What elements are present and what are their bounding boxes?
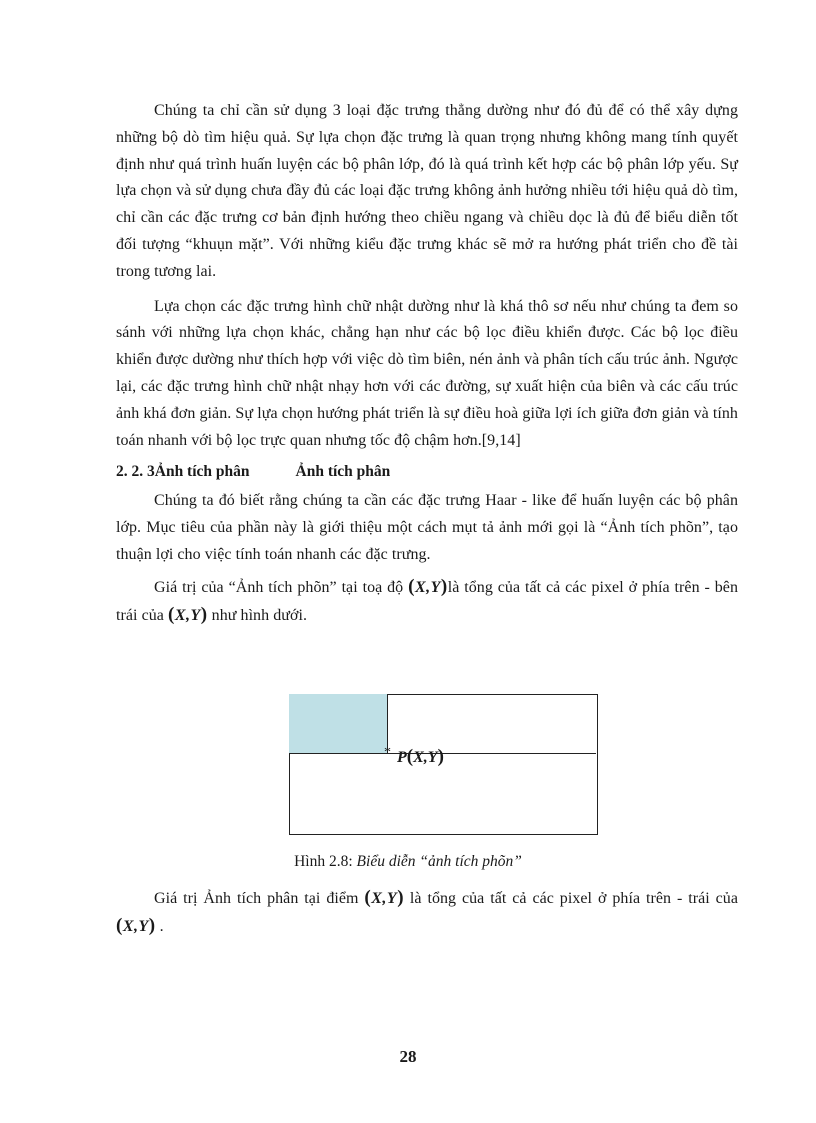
caption-title: Biểu diễn “ảnh tích phõn”: [356, 853, 522, 870]
paragraph-feature-choice: Chúng ta chỉ cần sử dụng 3 loại đặc trưng thẳng dường như đó đủ để có thể xây dựng những bộ dò tìm hiệu quả. Sự lựa chọn đặc trưng là quan trọng nhưng không mang tính quyết định như quá trình huấn luyện các bộ phân lớp, đó là quá trình kết hợp các bộ phân lớp yếu. Sự lựa chọn và sử dụng chưa đầy đủ các loại đặc trưng không ảnh hưởng nhiều tới hiệu quả dò tìm, chỉ cần các đặc trưng cơ bản định hướng theo chiều ngang và chiều dọc là đủ để biểu diễn tốt đối tượng “khuụn mặt”. Với những kiểu đặc trưng khác sẽ mở ra hướng phát triển cho đề tài trong tương lai.: [116, 102, 738, 280]
math-xy-vars: X,Y: [371, 890, 398, 907]
definition-text-end: như hình dưới.: [207, 606, 308, 624]
point-marker: *: [384, 745, 391, 760]
definition-text-start: Giá trị của “Ảnh tích phõn” tại toạ độ: [154, 578, 409, 596]
math-paren-open: (: [408, 575, 415, 597]
page-number: 28: [399, 1047, 417, 1066]
point-label-p: P: [397, 749, 407, 766]
point-label: [397, 746, 444, 768]
math-xy-vars: X,Y: [414, 578, 441, 596]
paragraph-integral-value: [116, 885, 738, 941]
math-paren-close: ): [397, 887, 405, 908]
math-paren-close: ): [440, 575, 448, 597]
math-xy: [408, 575, 448, 597]
value-text-end: .: [155, 917, 164, 935]
paragraph-integral-intro: Chúng ta đó biết rằng chúng ta cần các đặc trưng Haar - like để huấn luyện các bộ phân lớp. Mục tiêu của phần này là giới thiệu một cách mụt tả ảnh mới gọi là “Ảnh tích phõn”, tạo thuận lợi cho việc tính toán nhanh các đặc trưng.: [116, 492, 738, 563]
section-heading: [116, 459, 738, 485]
math-paren-close: ): [200, 603, 208, 625]
definition-text-mid: là tổng của tất cả các pixel ở phía trên - bên trái của: [116, 578, 738, 624]
math-xy: [167, 603, 208, 625]
paragraph-rect-features: Lựa chọn các đặc trưng hình chữ nhật dường như là khá thô sơ nếu như chúng ta đem so sánh với những lựa chọn khác, chẳng hạn như các bộ lọc điều khiển được. Các bộ lọc điều khiển được dường như thích hợp với việc dò tìm biên, nén ảnh và phân tích cấu trúc ảnh. Ngược lại, các đặc trưng hình chữ nhật nhạy hơn với các đường, sự xuất hiện của biên và các cấu trúc ảnh khá đơn giản. Sự lựa chọn hướng phát triển là sự điều hoà giữa lợi ích giữa đơn giản và tính toán nhanh với bộ lọc trực quan nhưng tốc độ chậm hơn.[9,14]: [116, 297, 738, 449]
math-paren-close: ): [148, 914, 156, 936]
section-title: Ảnh tích phân: [154, 463, 250, 481]
point-label-xy: X,Y: [413, 749, 438, 766]
math-paren-open: (: [364, 887, 372, 908]
body-text-after-figure: [116, 885, 738, 949]
shaded-top-left-region: [289, 694, 388, 754]
value-text-mid: là tổng của tất cả các pixel ở phía trên - trái của: [404, 890, 738, 907]
figure-caption: [0, 853, 816, 871]
section-title-repeat: Ảnh tích phân: [295, 463, 391, 481]
math-xy: [364, 887, 405, 908]
point-label-open: (: [406, 746, 414, 767]
math-paren-open: (: [167, 603, 175, 625]
math-paren-open: (: [116, 914, 123, 936]
math-xy: [116, 914, 156, 936]
paragraph-integral-definition: [116, 574, 738, 630]
math-xy-vars: X,Y: [174, 606, 201, 624]
caption-prefix: Hình 2.8:: [294, 853, 357, 870]
point-label-close: ): [437, 746, 444, 767]
integral-image-figure: [289, 694, 598, 835]
section-number: 2. 2. 3: [116, 463, 155, 481]
value-text-start: Giá trị Ảnh tích phân tại điểm: [154, 890, 365, 907]
body-text: [116, 98, 738, 637]
math-xy-vars: X,Y: [122, 917, 149, 935]
